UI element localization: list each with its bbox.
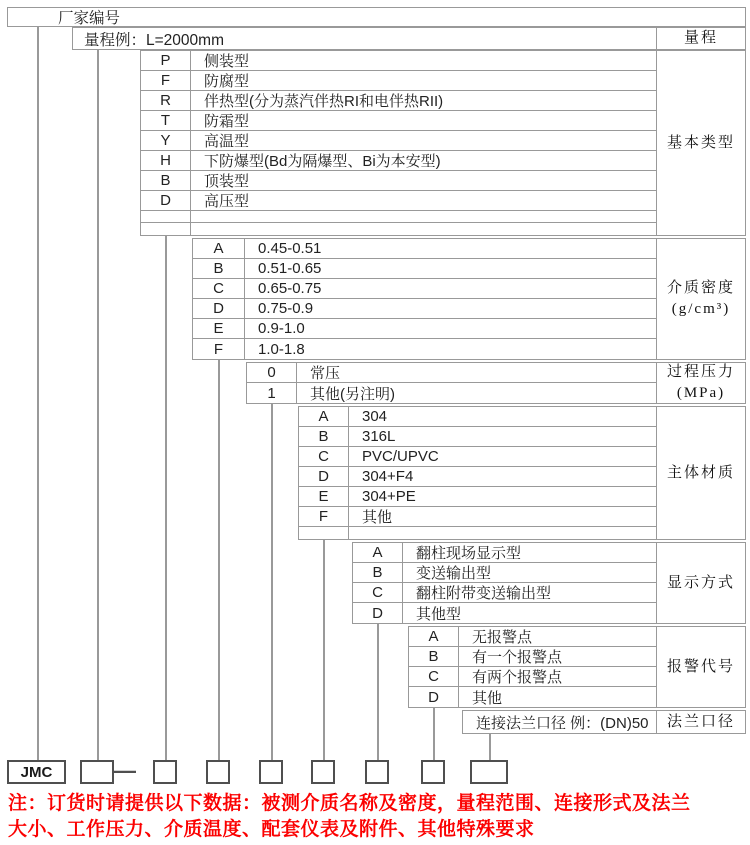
description-cell: 高温型: [204, 133, 250, 150]
section-label-alarm-code: 报警代号: [666, 658, 735, 675]
code-cell: E: [299, 487, 349, 506]
section-label-process-pressure: 过程压力 (MPa): [666, 364, 735, 401]
table-row: [353, 603, 656, 623]
display-mode-rows: [353, 543, 657, 623]
order-note: [8, 791, 746, 843]
table-row: [299, 487, 656, 507]
description-cell: 其他(另注明): [310, 385, 395, 403]
description-cell: 无报警点: [472, 629, 533, 646]
model-code-box-flange: [470, 760, 508, 784]
model-prefix-box: JMC: [7, 760, 66, 784]
connector-line: [97, 50, 99, 760]
description-cell: [349, 527, 656, 539]
code-cell: P: [141, 51, 191, 70]
description-cell: 翻柱附带变送输出型: [416, 585, 552, 602]
section-process-pressure: [246, 362, 746, 404]
model-code-box-material: [311, 760, 335, 784]
description-cell: 0.9-1.0: [258, 320, 305, 337]
table-row: [141, 171, 656, 191]
description-cell: 防霜型: [204, 113, 250, 130]
section-label-medium-density: 介质密度 (g/cm³): [666, 280, 735, 317]
code-cell: D: [141, 191, 191, 210]
description-cell: [191, 223, 656, 235]
section-label-range: 量程: [683, 30, 718, 46]
description-cell: 伴热型(分为蒸汽伴热RI和电伴热RII): [204, 93, 444, 110]
code-cell: T: [141, 111, 191, 130]
table-row: [141, 91, 656, 111]
table-row: [299, 427, 656, 447]
body-material-rows: [299, 407, 657, 539]
code-cell: 0: [247, 363, 297, 382]
code-cell: Y: [141, 131, 191, 150]
code-cell: D: [353, 603, 403, 623]
code-cell: [141, 211, 191, 222]
table-row: [299, 507, 656, 527]
code-cell: B: [193, 259, 245, 278]
code-cell: D: [193, 299, 245, 318]
code-cell: B: [141, 171, 191, 190]
code-cell: F: [141, 71, 191, 90]
description-cell: 防腐型: [204, 73, 250, 90]
section-label-basic-type: 基本类型: [666, 134, 735, 151]
model-code-box-display: [365, 760, 389, 784]
model-code-box-density: [206, 760, 230, 784]
table-row: [141, 51, 656, 71]
code-cell: F: [193, 339, 245, 359]
code-cell: R: [141, 91, 191, 110]
description-cell: 304+PE: [362, 488, 416, 505]
description-cell: 有一个报警点: [472, 649, 563, 666]
range-row: [72, 27, 746, 50]
description-cell: 316L: [362, 428, 396, 445]
code-cell: D: [409, 687, 459, 707]
order-note-line1: 注：订货时请提供以下数据：被测介质名称及密度，量程范围、连接形式及法兰: [8, 793, 691, 814]
section-label-flange-size: 法兰口径: [666, 713, 735, 730]
connector-line: [323, 540, 325, 760]
section-medium-density: [192, 238, 746, 360]
description-cell: PVC/UPVC: [362, 448, 439, 465]
medium-density-rows: [193, 239, 657, 359]
table-row: [353, 543, 656, 563]
description-cell: 其他: [362, 509, 393, 526]
connector-line: [37, 27, 39, 760]
description-cell: 1.0-1.8: [258, 340, 305, 358]
table-row: [141, 191, 656, 211]
table-row: [353, 563, 656, 583]
connector-line: [165, 236, 167, 760]
table-row: [193, 299, 656, 319]
section-label-display-mode: 显示方式: [666, 574, 735, 591]
section-display-mode: [352, 542, 746, 624]
description-cell: 高压型: [204, 193, 250, 210]
section-alarm-code: [408, 626, 746, 708]
description-cell: 0.65-0.75: [258, 280, 322, 297]
range-example-text: 量程例：L=2000mm: [73, 28, 657, 49]
code-cell: A: [299, 407, 349, 426]
code-cell: 1: [247, 383, 297, 403]
description-cell: 翻柱现场显示型: [416, 545, 522, 562]
connector-line: [218, 360, 220, 760]
code-cell: [299, 527, 349, 539]
table-row: [193, 259, 656, 279]
manufacturer-code-row: [7, 7, 746, 27]
manufacturer-code-text: 厂家编号: [58, 10, 121, 27]
basic-type-rows: [141, 51, 657, 235]
description-cell: 0.51-0.65: [258, 260, 322, 277]
table-row: [299, 407, 656, 427]
code-cell: B: [353, 563, 403, 582]
connector-line: [489, 734, 491, 760]
table-row: [141, 111, 656, 131]
section-basic-type: [140, 50, 746, 236]
code-cell: [141, 223, 191, 235]
code-cell: A: [193, 239, 245, 258]
description-cell: 变送输出型: [416, 565, 492, 582]
code-cell: B: [409, 647, 459, 666]
description-cell: 0.75-0.9: [258, 300, 314, 317]
table-row: [299, 467, 656, 487]
table-row: [409, 647, 656, 667]
code-cell: C: [353, 583, 403, 602]
table-row: [409, 667, 656, 687]
table-row: [247, 383, 656, 403]
description-cell: [191, 211, 656, 222]
description-cell: 0.45-0.51: [258, 240, 322, 257]
section-body-material: [298, 406, 746, 540]
table-row: [141, 71, 656, 91]
table-row: [141, 151, 656, 171]
model-code-box-basic-type: [153, 760, 177, 784]
connector-line: [271, 404, 273, 760]
table-row: [353, 583, 656, 603]
table-row: [409, 627, 656, 647]
order-note-line2: 大小、工作压力、介质温度、配套仪表及附件、其他特殊要求: [8, 819, 535, 840]
process-pressure-rows: [247, 363, 657, 403]
model-code-box-range: [80, 760, 114, 784]
table-row: [141, 223, 656, 235]
table-row: [247, 363, 656, 383]
flange-size-text: 连接法兰口径 例：(DN)50: [463, 711, 657, 733]
table-row: [193, 339, 656, 359]
model-code-box-alarm: [421, 760, 445, 784]
description-cell: 常压: [310, 365, 341, 382]
model-code-box-pressure: [259, 760, 283, 784]
table-row: [193, 279, 656, 299]
connector-line: [377, 624, 379, 760]
description-cell: 304: [362, 408, 388, 425]
description-cell: 其他: [472, 689, 503, 707]
code-cell: D: [299, 467, 349, 486]
section-label-body-material: 主体材质: [666, 464, 735, 481]
code-cell: C: [299, 447, 349, 466]
description-cell: 侧装型: [204, 53, 250, 70]
code-cell: B: [299, 427, 349, 446]
code-cell: C: [409, 667, 459, 686]
separator-dash: —: [114, 758, 136, 783]
code-cell: A: [409, 627, 459, 646]
code-cell: H: [141, 151, 191, 170]
table-row: [193, 319, 656, 339]
table-row: [299, 527, 656, 539]
code-cell: E: [193, 319, 245, 338]
description-cell: 有两个报警点: [472, 669, 563, 686]
code-cell: A: [353, 543, 403, 562]
table-row: [299, 447, 656, 467]
code-cell: C: [193, 279, 245, 298]
table-row: [409, 687, 656, 707]
description-cell: 顶装型: [204, 173, 250, 190]
connector-line: [433, 708, 435, 760]
description-cell: 下防爆型(Bd为隔爆型、Bi为本安型): [204, 153, 441, 170]
table-row: [141, 211, 656, 223]
code-cell: F: [299, 507, 349, 526]
table-row: [193, 239, 656, 259]
description-cell: 304+F4: [362, 468, 414, 485]
table-row: [141, 131, 656, 151]
section-flange-size: [462, 710, 746, 734]
description-cell: 其他型: [416, 605, 462, 623]
alarm-code-rows: [409, 627, 657, 707]
